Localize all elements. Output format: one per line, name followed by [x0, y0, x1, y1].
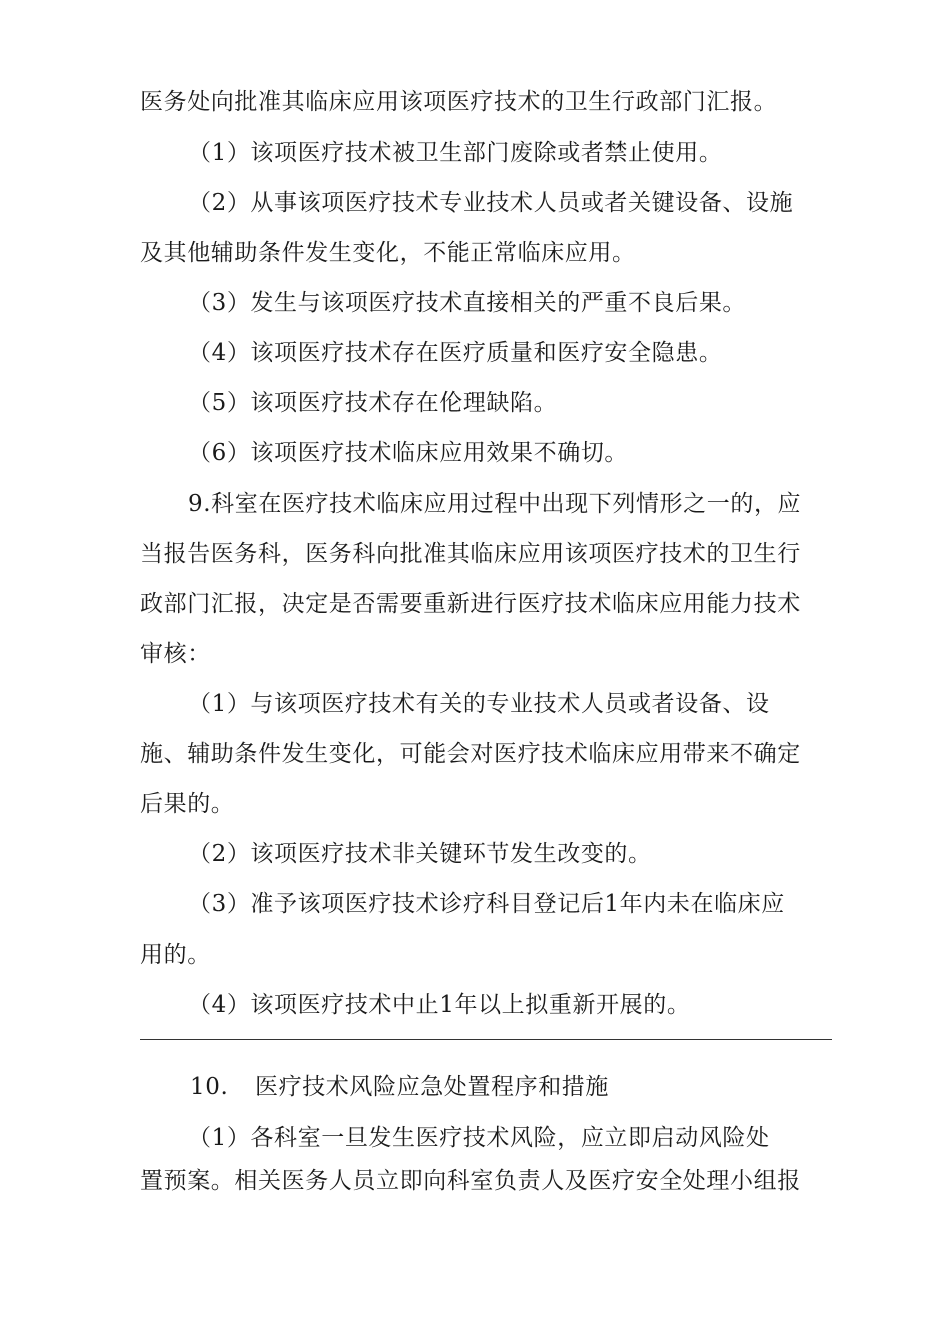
paragraph-line: 审核：	[140, 641, 211, 667]
list-item: （5）该项医疗技术存在伦理缺陷。	[188, 390, 558, 416]
paragraph-line: 及其他辅助条件发生变化，不能正常临床应用。	[140, 240, 636, 266]
list-item: （6）该项医疗技术临床应用效果不确切。	[188, 440, 629, 466]
list-item: （3）发生与该项医疗技术直接相关的严重不良后果。	[188, 290, 747, 316]
paragraph-line: 用的。	[140, 942, 211, 968]
paragraph-line: 医务处向批准其临床应用该项医疗技术的卫生行政部门汇报。	[140, 89, 778, 115]
paragraph-line: 施、辅助条件发生变化，可能会对医疗技术临床应用带来不确定	[140, 741, 801, 767]
paragraph-line: 后果的。	[140, 791, 235, 817]
paragraph-line: 政部门汇报，决定是否需要重新进行医疗技术临床应用能力技术	[140, 591, 801, 617]
list-item: （1）与该项医疗技术有关的专业技术人员或者设备、设	[188, 691, 770, 717]
horizontal-divider	[140, 1039, 832, 1040]
list-item: （3）准予该项医疗技术诊疗科目登记后1年内未在临床应	[188, 891, 785, 917]
section-heading: 医疗技术风险应急处置程序和措施	[255, 1074, 609, 1100]
list-item: （4）该项医疗技术存在医疗质量和医疗安全隐患。	[188, 340, 723, 366]
section-number: 10.	[190, 1074, 229, 1100]
list-item: （2）该项医疗技术非关键环节发生改变的。	[188, 841, 652, 867]
list-item: （1）该项医疗技术被卫生部门废除或者禁止使用。	[188, 140, 723, 166]
numbered-paragraph: 9.科室在医疗技术临床应用过程中出现下列情形之一的，应	[188, 491, 802, 517]
paragraph-line: 当报告医务科，医务科向批准其临床应用该项医疗技术的卫生行	[140, 541, 801, 567]
list-item: （2）从事该项医疗技术专业技术人员或者关键设备、设施	[188, 190, 794, 216]
list-item: （4）该项医疗技术中止1年以上拟重新开展的。	[188, 992, 691, 1018]
list-item: （1）各科室一旦发生医疗技术风险，应立即启动风险处	[188, 1125, 770, 1151]
paragraph-line: 置预案。相关医务人员立即向科室负责人及医疗安全处理小组报	[140, 1168, 801, 1194]
